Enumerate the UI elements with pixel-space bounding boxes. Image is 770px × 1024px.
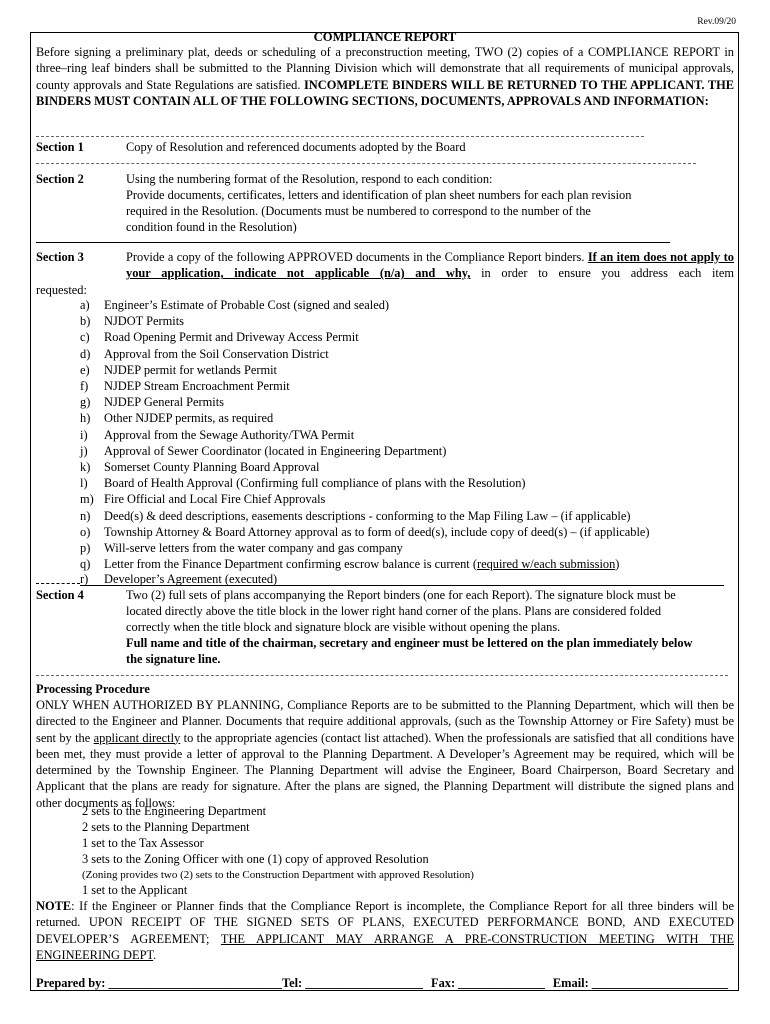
note-end: . — [153, 947, 157, 962]
list-item — [80, 394, 224, 410]
list-item-text: Approval from the Sewage Authority/TWA Permit — [104, 427, 355, 442]
section-2-line-2: Provide documents, certificates, letters and identification of plan sheet numbers for each plan revision — [126, 188, 632, 202]
note-label: NOTE — [36, 899, 72, 913]
list-item-text: Approval of Sewer Coordinator (located in Engineering Department) — [104, 443, 447, 458]
list-item — [80, 459, 319, 475]
distribution-note: (Zoning provides two (2) sets to the Construction Department with approved Resolution) — [82, 869, 474, 881]
intro-text: Before signing a preliminary plat, deeds or scheduling of a preconstruction meeting, TWO (2) copies of a COMPLIANCE REPORT in three–ring leaf binders shall be submitted to the Planning Division which will demonstrate that all requirements of municipal approvals, county approvals and State Regulations are satisfied. — [36, 45, 734, 92]
section-1-label: Section 1 — [36, 140, 84, 154]
list-item — [80, 410, 273, 426]
list-item-key: j) — [80, 443, 88, 458]
list-item — [80, 362, 277, 378]
processing-underlined: applicant directly — [93, 730, 181, 745]
list-item-text: Other NJDEP permits, as required — [104, 411, 274, 426]
processing-text-b: to the appropriate agencies (contact list attached). When the professionals are satisfied that all conditions have been met, they must provide a letter of approval to the Planning Department. A Developer’s Agreement may be required, which will be determined by the Township Engineer. The Planning Department will advise the Engineer, Board Chairperson, Board Secretary and Applicant that the plans are ready for signature. After the plans are signed, the Planning Department will distribute the signed plans and other documents as follows: — [36, 730, 734, 810]
list-item-key: d) — [80, 346, 91, 361]
section-3-text-c: in order to ensure you address each item — [470, 266, 734, 281]
list-item — [80, 297, 389, 313]
processing-text-a: ONLY WHEN AUTHORIZED BY PLANNING, Compliance Reports are to be submitted to the Planning Department, which will then be directed to the Engineer and Planner. Documents that require additional approvals, (such as the Township Attorney or Fire Safety) must be sent by the — [36, 698, 734, 745]
list-item — [80, 378, 290, 394]
list-item-text: Will-serve letters from the water company and gas company — [104, 541, 403, 555]
prepared-by-line — [36, 975, 728, 991]
list-item-key: q) — [80, 557, 91, 571]
section-4-bold-line-2: the signature line. — [126, 652, 221, 666]
section-2-label: Section 2 — [36, 172, 84, 186]
document-title: COMPLIANCE REPORT — [313, 30, 457, 44]
section-3-text-a: Provide a copy of the following APPROVED documents in the Compliance Report binders. — [126, 250, 588, 264]
list-item-text: Board of Health Approval (Confirming full compliance of plans with the Resolution) — [104, 476, 526, 491]
list-item-text: NJDEP General Permits — [104, 395, 224, 410]
list-item-close: ) — [615, 557, 620, 571]
list-item — [80, 443, 446, 459]
fax-field[interactable]: Fax: ______________ — [431, 976, 545, 990]
section-4-line-1: Two (2) full sets of plans accompanying the Report binders (one for each Report). The signature block must be — [126, 588, 676, 602]
section-4-line-3: correctly when the title block and signature block are visible without opening the plans. — [126, 620, 561, 634]
section-4-bold-line-1: Full name and title of the chairman, secretary and engineer must be lettered on the plan immediately below — [126, 636, 693, 650]
list-item-text: NJDEP Stream Encroachment Permit — [104, 379, 290, 393]
list-item-text: NJDOT Permits — [104, 314, 184, 329]
list-item-key: n) — [80, 508, 91, 523]
list-item-key: c) — [80, 330, 90, 345]
list-item-text: Deed(s) & deed descriptions, easements descriptions - conforming to the Map Filing Law – (if applicable) — [104, 508, 631, 523]
list-item-key: a) — [80, 298, 90, 312]
processing-paragraph — [36, 697, 734, 811]
list-item-key: l) — [80, 476, 88, 491]
divider — [36, 583, 80, 584]
list-item — [80, 491, 325, 507]
list-item-key: i) — [80, 427, 88, 442]
list-item-key: r) — [80, 572, 89, 586]
note-paragraph — [36, 898, 734, 963]
list-item-text: Somerset County Planning Board Approval — [104, 460, 320, 474]
list-item-text: Fire Official and Local Fire Chief Approvals — [104, 492, 326, 507]
divider — [36, 675, 728, 676]
email-field[interactable]: Email: ______________________ — [552, 976, 729, 990]
list-item-underlined: required w/each submission — [476, 557, 616, 571]
tel-field[interactable]: Tel: ___________________ — [281, 976, 423, 990]
list-item-key: h) — [80, 411, 91, 426]
list-item-key: g) — [80, 395, 91, 410]
prepared-by-field[interactable]: Prepared by: ____________________________ — [36, 976, 282, 990]
list-item-text: Engineer’s Estimate of Probable Cost (signed and sealed) — [104, 298, 390, 312]
intro-bold-text: INCOMPLETE BINDERS WILL BE RETURNED TO THE APPLICANT. THE BINDERS MUST CONTAIN ALL OF THE FOLLOWING SECTIONS, DOCUMENTS, APPROVALS AND INFORMATION: — [36, 77, 734, 108]
list-item — [80, 346, 329, 362]
list-item-text: Approval from the Soil Conservation District — [104, 346, 329, 361]
revision-label: Rev.09/20 — [697, 17, 736, 27]
list-item-text: NJDEP permit for wetlands Permit — [104, 362, 277, 377]
list-item-text: Road Opening Permit and Driveway Access Permit — [104, 330, 359, 345]
divider — [36, 136, 644, 137]
distribution-item: 2 sets to the Engineering Department — [82, 804, 267, 818]
list-item — [80, 313, 184, 329]
distribution-item: 2 sets to the Planning Department — [82, 820, 250, 834]
list-item-key: o) — [80, 524, 91, 539]
list-item-key: f) — [80, 379, 89, 393]
section-3-text — [126, 249, 734, 282]
divider — [80, 585, 724, 586]
list-item-text: Developer’s Agreement (executed) — [104, 572, 278, 586]
list-item-text: Letter from the Finance Department confirming escrow balance is current ( — [104, 557, 477, 571]
list-item — [80, 475, 526, 491]
intro-paragraph — [36, 44, 734, 109]
list-item-key: e) — [80, 362, 90, 377]
note-underlined: THE APPLICANT MAY ARRANGE A PRE-CONSTRUCTION MEETING WITH THE ENGINEERING DEPT — [36, 931, 734, 962]
distribution-item: 3 sets to the Zoning Officer with one (1) copy of approved Resolution — [82, 852, 429, 866]
divider — [36, 242, 670, 243]
list-item — [80, 508, 630, 524]
processing-heading: Processing Procedure — [36, 682, 150, 696]
list-item-key: k) — [80, 460, 91, 474]
list-item — [80, 556, 619, 572]
section-3-label: Section 3 — [36, 250, 84, 264]
list-item-key: b) — [80, 314, 91, 329]
section-4-label: Section 4 — [36, 588, 84, 602]
list-item-key: m) — [80, 492, 94, 507]
section-2-line-1: Using the numbering format of the Resolution, respond to each condition: — [126, 172, 493, 186]
section-2-line-4: condition found in the Resolution) — [126, 220, 297, 234]
section-2-line-3: required in the Resolution. (Documents must be numbered to correspond to the number of the — [126, 204, 591, 218]
requested-label: requested: — [36, 283, 87, 297]
list-item-key: p) — [80, 541, 91, 555]
section-1-text: Copy of Resolution and referenced documents adopted by the Board — [126, 140, 466, 154]
list-item — [80, 540, 403, 556]
list-item — [80, 524, 650, 540]
distribution-item: 1 set to the Applicant — [82, 883, 188, 897]
divider — [36, 163, 696, 164]
distribution-item: 1 set to the Tax Assessor — [82, 836, 204, 850]
list-item — [80, 427, 354, 443]
list-item — [80, 329, 359, 345]
section-4-line-2: located directly above the title block in the lower right hand corner of the plans. Plans are considered folded — [126, 604, 662, 618]
list-item-text: Township Attorney & Board Attorney approval as to form of deed(s), include copy of deed(s) – (if applicable) — [104, 524, 650, 539]
section-3-emphasis: If an item does not apply to your application, indicate not applicable (n/a) and why, — [126, 250, 734, 281]
note-text: : If the Engineer or Planner finds that the Compliance Report is incomplete, the Compliance Report for all three binders will be returned. UPON RECEIPT OF THE SIGNED SETS OF PLANS, EXECUTED PERFORMANCE BOND, AND EXECUTED DEVELOPER’S AGREEMENT; — [36, 899, 734, 946]
